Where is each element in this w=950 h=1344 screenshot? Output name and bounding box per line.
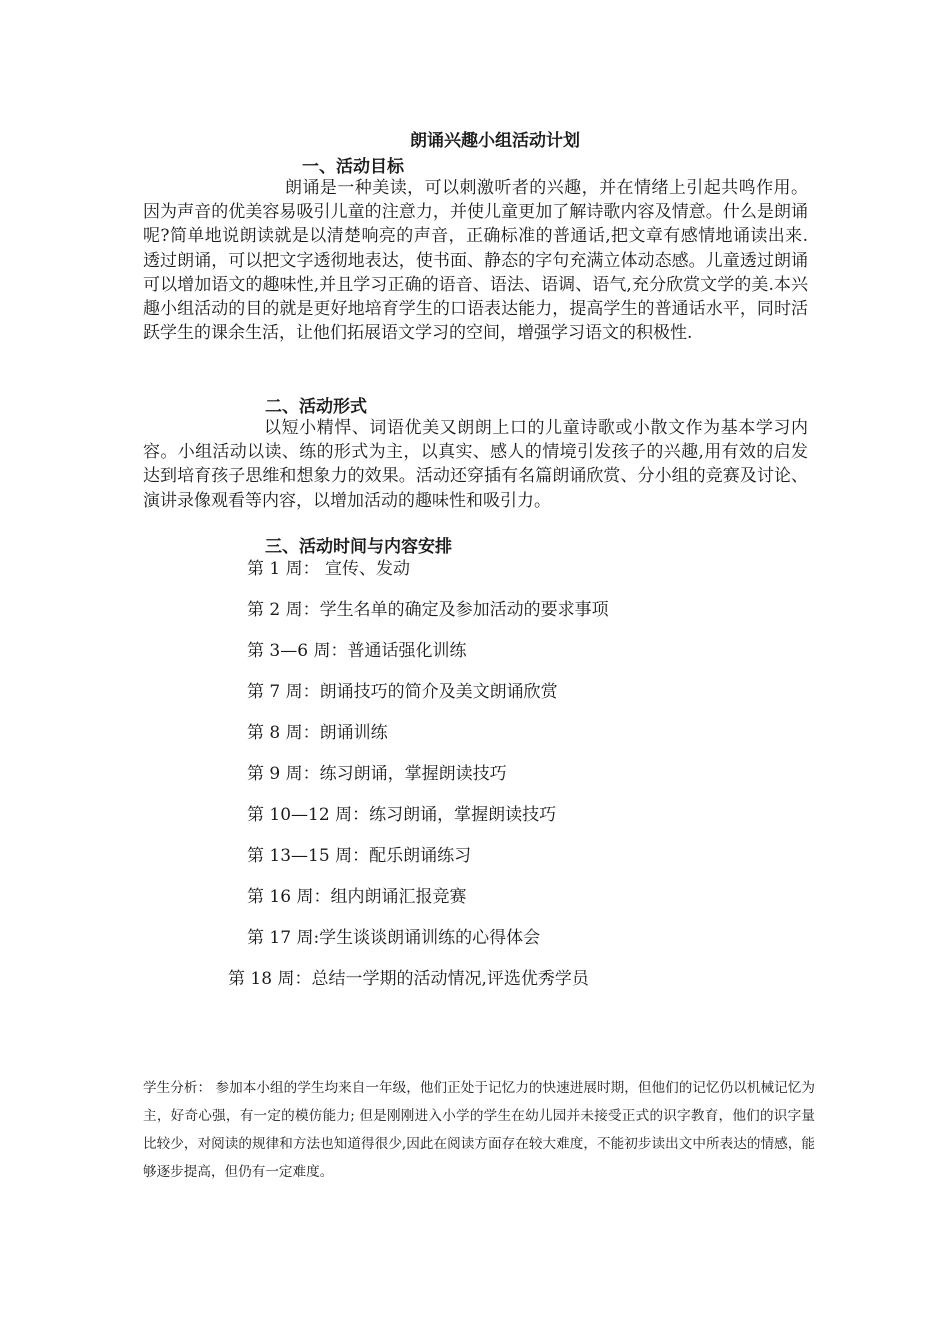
schedule-item: 第 13—15 周：配乐朗诵练习 — [247, 846, 472, 866]
schedule-item: 第 3—6 周：普通话强化训练 — [247, 641, 467, 661]
schedule-item: 第 18 周：总结一学期的活动情况,评选优秀学员 — [228, 969, 589, 989]
schedule-item: 第 10—12 周：练习朗诵，掌握朗读技巧 — [247, 805, 557, 825]
student-analysis: 学生分析： 参加本小组的学生均来自一年级，他们正处于记忆力的快速进展时期，但他们的记忆仍以机械记忆为主，好奇心强，有一定的模仿能力; 但是刚刚进入小学的学生在幼儿园并未接受正式的识字教育，他们的识字量比较少，对阅读的规律和方法也知道得很少,因此在阅读方面存在较大难度，不能初步读出文中所表达的情感，能够逐步提高，但仍有一定难度。 — [143, 1080, 815, 1180]
schedule-item: 第 17 周:学生谈谈朗诵训练的心得体会 — [247, 928, 541, 948]
schedule-item: 第 9 周：练习朗诵，掌握朗读技巧 — [247, 764, 507, 784]
schedule-item: 第 16 周：组内朗诵汇报竞赛 — [247, 887, 467, 907]
section3-heading: 三、活动时间与内容安排 — [265, 537, 452, 557]
schedule-item: 第 2 周：学生名单的确定及参加活动的要求事项 — [247, 600, 609, 620]
section1-body: 朗诵是一种美读，可以刺激听者的兴趣，并在情绪上引起共鸣作用。因为声音的优美容易吸引儿童的注意力，并使儿童更加了解诗歌内容及情意。什么是朗诵呢?简单地说朗读就是以清楚响亮的声音，正确标准的普通话,把文章有感情地诵读出来.透过朗诵，可以把文字透彻地表达，使书面、静态的字句充满立体动态感。儿童透过朗诵可以增加语文的趣味性,并且学习正确的语音、语法、语调、语气,充分欣赏文学的美.本兴趣小组活动的目的就是更好地培育学生的口语表达能力，提高学生的普通话水平，同时活跃学生的课余生活，让他们拓展语文学习的空间，增强学习语文的积极性. — [143, 178, 808, 344]
section2-body: 以短小精悍、词语优美又朗朗上口的儿童诗歌或小散文作为基本学习内容。小组活动以读、练的形式为主，以真实、感人的情境引发孩子的兴趣,用有效的启发达到培育孩子思维和想象力的效果。活动还穿插有名篇朗诵欣赏、分小组的竞赛及讨论、演讲录像观看等内容，以增加活动的趣味性和吸引力。 — [143, 418, 808, 511]
section2-heading: 二、活动形式 — [265, 397, 367, 417]
schedule-item: 第 8 周：朗诵训练 — [247, 723, 388, 743]
document-title: 朗诵兴趣小组活动计划 — [410, 131, 580, 151]
schedule-item: 第 7 周：朗诵技巧的简介及美文朗诵欣赏 — [247, 682, 558, 702]
section1-heading: 一、活动目标 — [302, 157, 404, 177]
schedule-item: 第 1 周： 宣传、发动 — [247, 559, 411, 579]
